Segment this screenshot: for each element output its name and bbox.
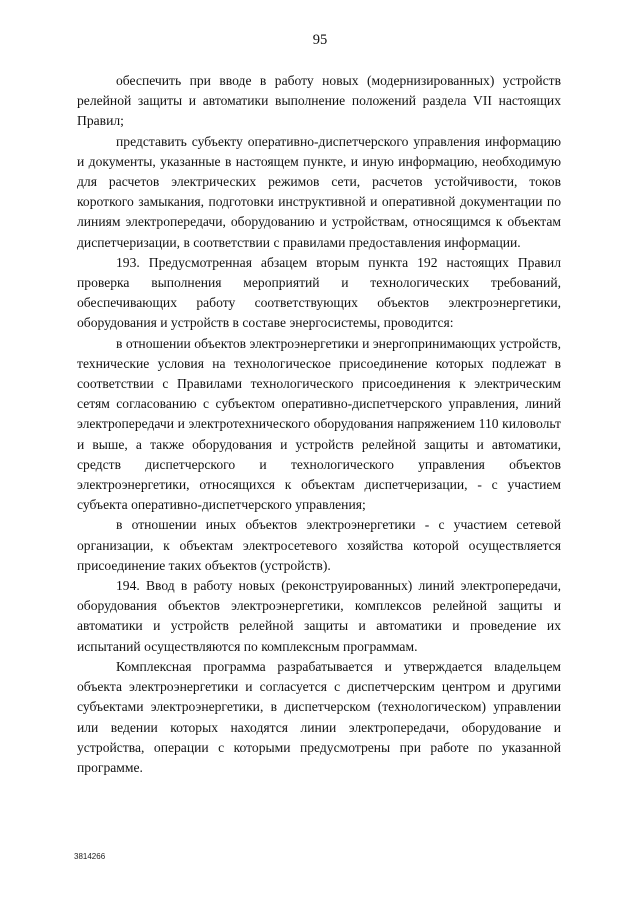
paragraph-7: Комплексная программа разрабатывается и утверждается владельцем объекта электроэнергетики и согласуется с диспетчерским центром и другими субъектами электроэнергетики, в диспетчерском (технологическом) управлении или ведении которых находятся линии электропередачи, оборудование и устройства, операции с которыми предусмотрены при работе по указанной программе. [77, 658, 561, 775]
page-number: 95 [312, 32, 328, 48]
paragraph-194: 194. Ввод в работу новых (реконструированных) линий электропередачи, оборудования объектов электроэнергетики, комплексов релейной защиты и автоматики и устройств релейной защиты и автоматики и проведение их испытаний осуществляются по комплексным программам. [77, 578, 561, 654]
footer-code: 3814266 [74, 852, 106, 861]
document-body [77, 71, 561, 778]
paragraph-1: обеспечить при вводе в работу новых (модернизированных) устройств релейной защиты и автоматики выполнение положений раздела VII настоящих Правил; [77, 73, 561, 129]
paragraph-5: в отношении иных объектов электроэнергетики - с участием сетевой организации, к объектам электросетевого хозяйства которой осуществляется присоединение таких объектов (устройств). [77, 517, 561, 573]
paragraph-4: в отношении объектов электроэнергетики и энергопринимающих устройств, технические условия на технологическое присоединение которых подлежат в соответствии с Правилами технологического присоединения к электрическим сетям согласованию с субъектом оперативно-диспетчерского управления, линий электропередачи и электротехнического оборудования напряжением 110 киловольт и выше, а также оборудования и устройств релейной защиты и автоматики, средств диспетчерского и технологического управления объектов электроэнергетики, относящихся к объектам диспетчеризации, - с участием субъекта оперативно-диспетчерского управления; [77, 335, 561, 513]
paragraph-2: представить субъекту оперативно-диспетчерского управления информацию и документы, указанные в настоящем пункте, и иную информацию, необходимую для расчетов электрических режимов сети, расчетов устойчивости, токов короткого замыкания, подготовки инструктивной и оперативной документации по линиям электропередачи, оборудованию и устройствам, относящимся к объектам диспетчеризации, в соответствии с правилами предоставления информации. [77, 133, 561, 250]
paragraph-193: 193. Предусмотренная абзацем вторым пункта 192 настоящих Правил проверка выполнения мероприятий и технологических требований, обеспечивающих работу соответствующих объектов электроэнергетики, оборудования и устройств в составе энергосистемы, проводится: [77, 254, 561, 331]
